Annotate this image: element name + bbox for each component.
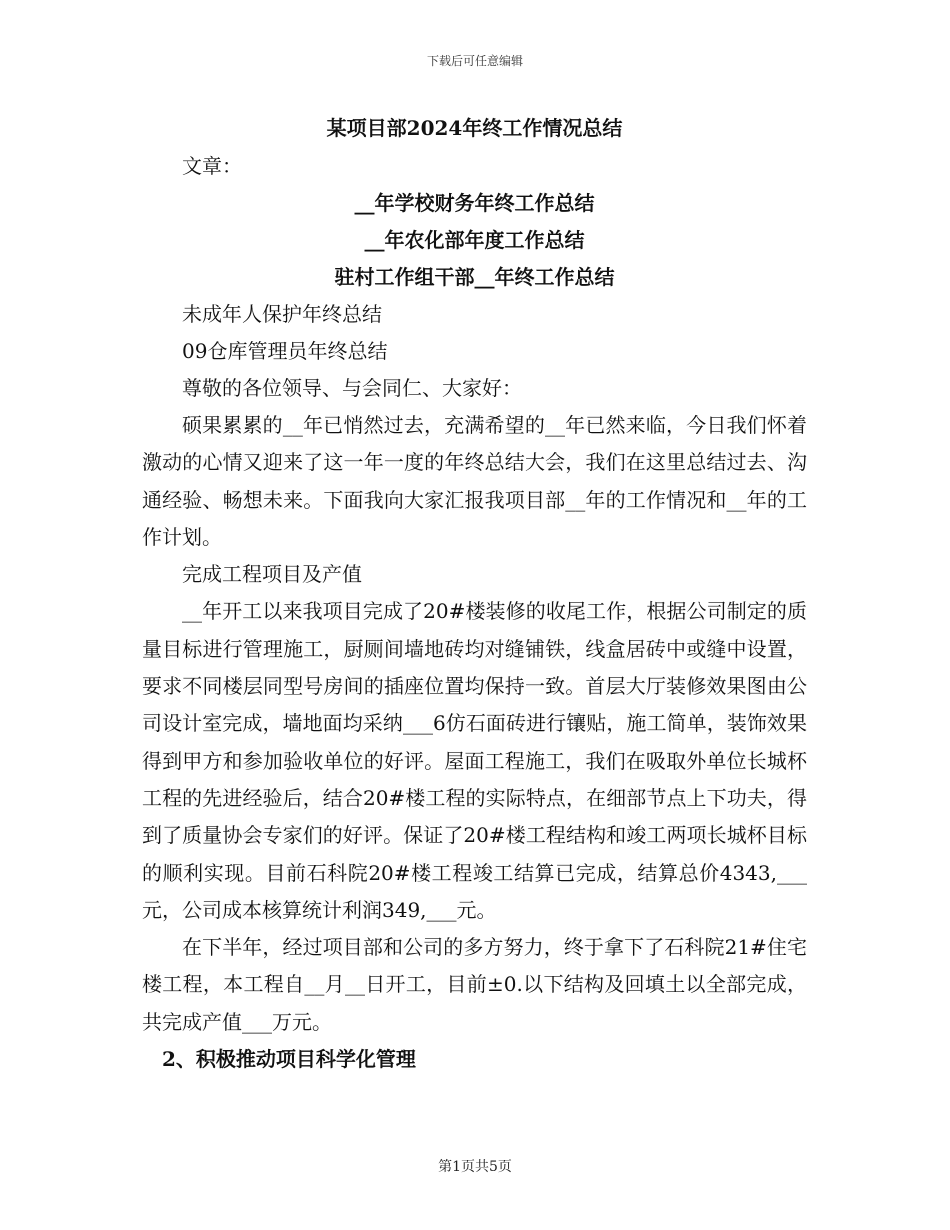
greeting: 尊敬的各位领导、与会同仁、大家好：: [182, 376, 522, 400]
related-title-3: 驻村工作组干部__年终工作总结: [334, 265, 615, 289]
paragraph-second-half: 在下半年，经过项目部和公司的多方努力，终于拿下了石科院21#住宅楼工程，本工程自__月__日开工，目前±0.以下结构及回填土以全部完成，共完成产值___万元。: [142, 935, 807, 1034]
paragraph-subheading: 完成工程项目及产值: [182, 562, 362, 587]
related-title-1: __年学校财务年终工作总结: [354, 191, 595, 215]
page-indicator: 第1页共5页: [438, 1159, 512, 1175]
paragraph-intro: 硕果累累的__年已悄然过去，充满希望的__年已然来临，今日我们怀着激动的心情又迎来了这一年一度的年终总结大会，我们在这里总结过去、沟通经验、畅想未来。下面我向大家汇报我项目部__年的工作情况和__年的工作计划。: [142, 413, 807, 549]
document-body: [142, 110, 807, 1078]
related-title-2: __年农化部年度工作总结: [364, 228, 585, 252]
page-header-note: 下载后可任意编辑: [426, 54, 523, 68]
paragraph-project-details: __年开工以来我项目完成了20#楼装修的收尾工作，根据公司制定的质量目标进行管理施工，厨厕间墙地砖均对缝铺铁，线盒居砖中或缝中设置，要求不同楼层同型号房间的插座位置均保持一致。首层大厅装修效果图由公司设计室完成，墙地面均采纳___6仿石面砖进行镶贴，施工简单，装饰效果得到甲方和参加验收单位的好评。屋面工程施工，我们在吸取外单位长城杯工程的先进经验后，结合20#楼工程的实际特点，在细部节点上下功夫，得到了质量协会专家们的好评。保证了20#楼工程结构和竣工两项长城杯目标的顺利实现。目前石科院20#楼工程竣工结算已完成，结算总价4343,___元，公司成本核算统计利润349,___元。: [142, 599, 807, 922]
plain-title-1: 未成年人保护年终总结: [182, 302, 382, 326]
plain-title-2: 09仓库管理员年终总结: [182, 339, 388, 363]
section-heading: 2、积极推动项目科学化管理: [162, 1047, 416, 1072]
document-title: 某项目部2024年终工作情况总结: [326, 116, 623, 140]
article-label: 文章：: [182, 154, 242, 178]
